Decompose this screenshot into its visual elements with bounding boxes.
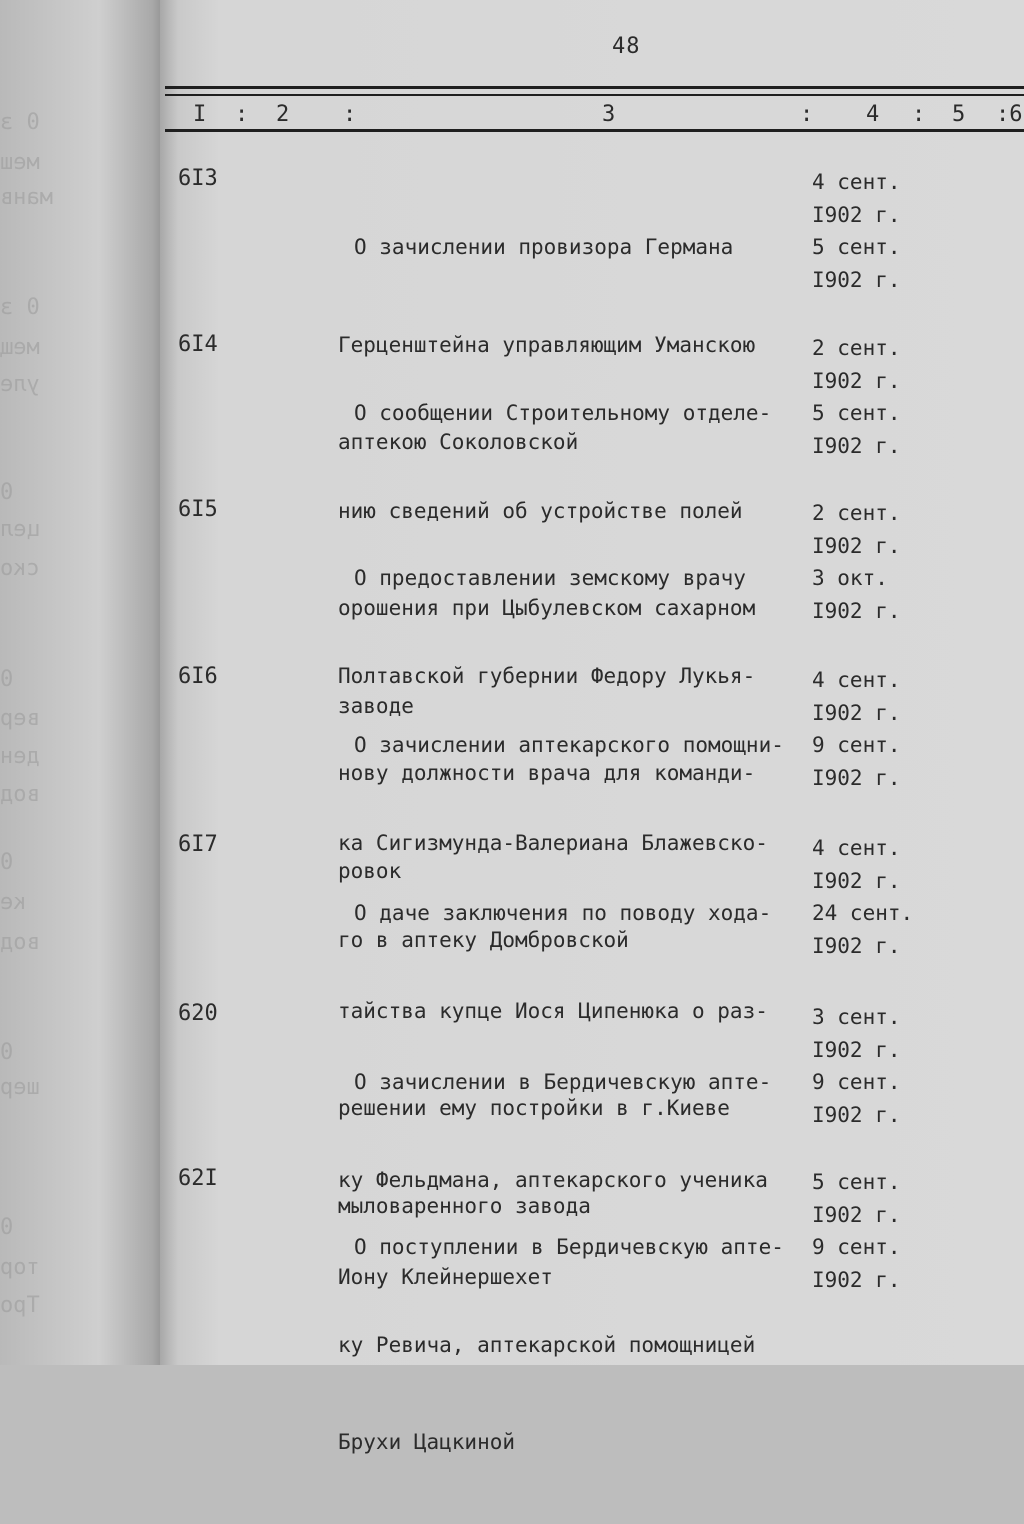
bleed-text: шер: [0, 1075, 40, 1100]
col-header-4: 4: [866, 102, 880, 127]
col-separator: :: [800, 102, 814, 127]
date-line: 9 сент.: [812, 733, 901, 757]
date-line: 4 сент.: [812, 836, 901, 860]
col-separator: :: [343, 102, 357, 127]
desc-line: О зачислении аптекарского помощни-: [354, 733, 784, 757]
date-line: I902 г.: [812, 533, 901, 558]
desc-line: Полтавской губернии Федору Лукья-: [338, 663, 756, 688]
date-line: I902 г.: [812, 1037, 901, 1062]
date-line: I902 г.: [812, 868, 901, 893]
bleed-text: вер: [0, 706, 40, 731]
entry-dates: [812, 832, 942, 962]
desc-line: орошения при Цыбулевском сахарном: [338, 596, 756, 620]
left-page-edge: [0, 0, 165, 1365]
page-number: 48: [612, 34, 641, 59]
entry-description: [338, 1166, 818, 1524]
desc-line: решении ему постройки в г.Киеве: [338, 1096, 730, 1120]
desc-line: О сообщении Строительному отделе-: [354, 401, 772, 425]
date-line: 9 сент.: [812, 1235, 901, 1259]
date-line: 5 сент.: [812, 1170, 901, 1194]
bleed-text: цел: [0, 517, 40, 542]
col-header-3: 3: [602, 102, 616, 127]
entry-number: 6I7: [178, 832, 218, 857]
header-rule-top: [165, 86, 1024, 89]
desc-line: Брухи Цацкиной: [338, 1430, 516, 1454]
date-line: I902 г.: [812, 202, 901, 227]
date-line: I902 г.: [812, 368, 901, 393]
date-line: I902 г.: [812, 933, 901, 958]
bleed-text: тор: [0, 1255, 40, 1280]
bleed-text: вод: [0, 782, 40, 807]
bleed-text: ско: [0, 556, 40, 581]
col-header-2: 2: [276, 102, 290, 127]
desc-line: О даче заключения по поводу хода-: [354, 901, 772, 925]
desc-line: Герценштейна управляющим Уманскою: [338, 332, 756, 357]
date-line: 5 сент.: [812, 235, 901, 259]
col-header-6: :6: [996, 102, 1023, 127]
desc-line: ку Фельдмана, аптекарского ученика: [338, 1167, 768, 1192]
date-line: 2 сент.: [812, 501, 901, 525]
bleed-text: 0: [0, 1215, 14, 1240]
col-separator: :: [912, 102, 926, 127]
desc-line: аптекою Соколовской: [338, 430, 579, 454]
bleed-text: 0 з: [0, 110, 40, 135]
date-line: 9 сент.: [812, 1070, 901, 1094]
date-line: 24 сент.: [812, 901, 914, 925]
desc-line: О предоставлении земскому врачу: [354, 566, 746, 590]
desc-line: го в аптеку Домбровской: [338, 928, 629, 952]
bleed-text: манв: [0, 185, 53, 210]
desc-line: заводе: [338, 693, 414, 718]
date-line: I902 г.: [812, 433, 901, 458]
desc-line: нову должности врача для команди-: [338, 761, 756, 785]
bleed-text: 0 з: [0, 295, 40, 320]
entry-number: 6I5: [178, 497, 218, 522]
desc-line: О зачислении в Бердичевскую апте-: [354, 1070, 772, 1094]
date-line: 4 сент.: [812, 668, 901, 692]
entry-number: 6I4: [178, 332, 218, 357]
bleed-text: вод: [0, 930, 40, 955]
entry-number: 6I3: [178, 166, 218, 191]
header-rule-bottom: [165, 129, 1024, 132]
date-line: 2 сент.: [812, 336, 901, 360]
date-line: I902 г.: [812, 598, 901, 623]
desc-line: Иону Клейнершехет: [338, 1265, 553, 1289]
desc-line: тайства купце Иося Ципенюка о раз-: [338, 998, 768, 1023]
date-line: 3 окт.: [812, 566, 888, 590]
date-line: I902 г.: [812, 1102, 901, 1127]
desc-line: О поступлении в Бердичевскую апте-: [354, 1235, 784, 1259]
bleed-text: ден: [0, 744, 40, 769]
desc-line: ровок: [338, 858, 402, 883]
col-separator: :: [235, 102, 249, 127]
bleed-text: 0: [0, 667, 14, 692]
bleed-text: уле: [0, 372, 40, 397]
desc-line: О зачислении провизора Германа: [354, 235, 734, 259]
date-line: 4 сент.: [812, 170, 901, 194]
bleed-text: 0: [0, 850, 14, 875]
date-line: 5 сент.: [812, 401, 901, 425]
bleed-text: Тро: [0, 1293, 40, 1318]
entry-dates: [812, 664, 942, 794]
date-line: I902 г.: [812, 700, 901, 725]
date-line: I902 г.: [812, 1202, 901, 1227]
desc-line: мыловаренного завода: [338, 1193, 591, 1218]
date-line: I902 г.: [812, 267, 901, 292]
date-line: 3 сент.: [812, 1005, 901, 1029]
bleed-text: 0: [0, 480, 14, 505]
entry-number: 6I6: [178, 664, 218, 689]
entry-dates: [812, 1001, 942, 1131]
entry-dates: [812, 497, 942, 627]
header-rule-top-inner: [165, 94, 1024, 96]
date-line: I902 г.: [812, 765, 901, 790]
col-header-5: 5: [952, 102, 966, 127]
entry-dates: [812, 166, 942, 296]
entry-dates: [812, 1166, 942, 1296]
desc-line: ку Ревича, аптекарской помощницей: [338, 1332, 756, 1357]
entry-number: 620: [178, 1001, 218, 1026]
col-header-1: I: [193, 102, 207, 127]
entry-dates: [812, 332, 942, 462]
desc-line: нию сведений об устройстве полей: [338, 498, 743, 523]
bleed-text: 0: [0, 1040, 14, 1065]
bleed-text: меш: [0, 150, 40, 175]
entry-number: 62I: [178, 1166, 218, 1191]
bleed-text: ке: [0, 890, 27, 915]
date-line: I902 г.: [812, 1267, 901, 1292]
desc-line: ка Сигизмунда-Валериана Блажевско-: [338, 830, 768, 855]
bleed-text: мещ: [0, 335, 40, 360]
